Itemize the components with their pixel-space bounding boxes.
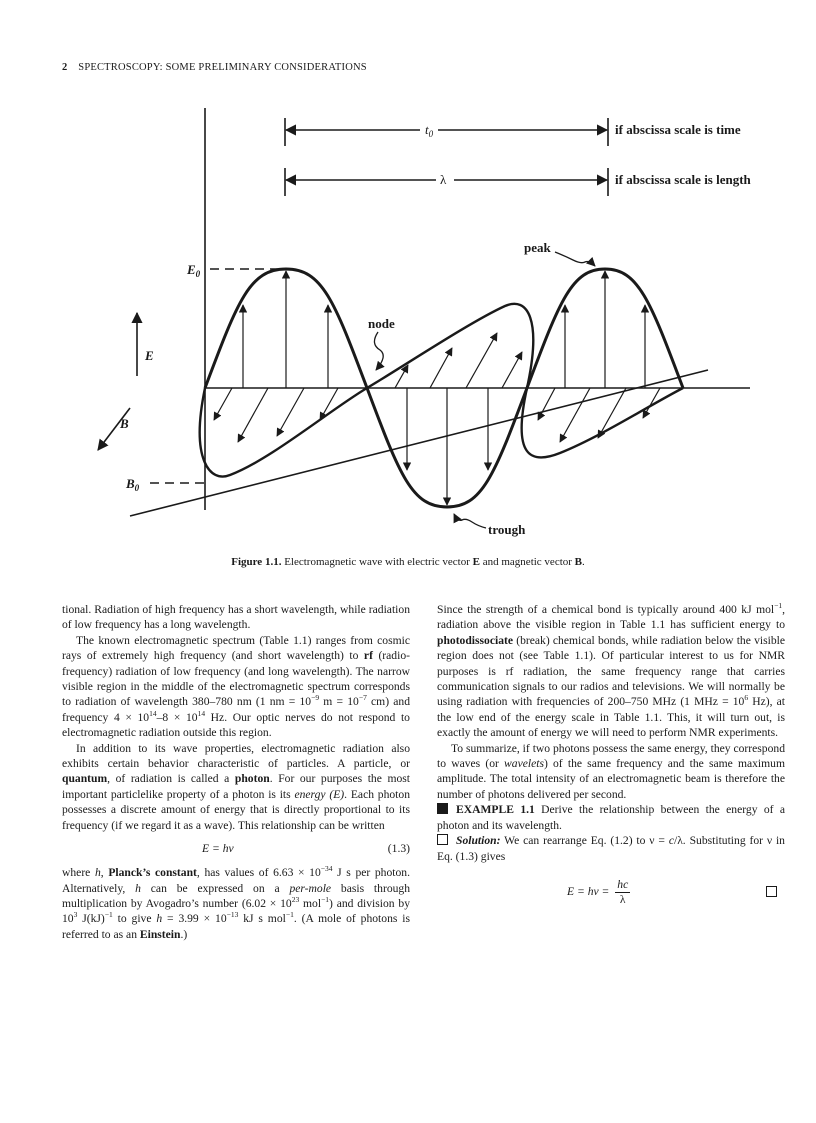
caption-label: Figure 1.1.	[231, 556, 282, 568]
filled-square-icon	[437, 803, 448, 814]
b-arrow	[277, 388, 304, 436]
node-label: node	[368, 316, 395, 331]
right-column	[437, 602, 785, 914]
figure-em-wave	[0, 95, 816, 550]
b-arrow	[598, 388, 626, 438]
paragraph: where h, Planck’s constant, has values of $6.63 \times 10^{-34}$ J s per photon. Alternatively, h can be expressed on a per-mole basis through multiplication by Avogadro’s number ($6.02 \times 10^{23}$ mol$^{-1}$) and division by $10^3$ J(kJ)$^{-1}$ to give $h = 3.99 \times 10^{-13}$ kJ s mol$^{-1}$. (A mole of photons is referred to as an Einstein.)	[62, 864, 411, 941]
left-column	[62, 602, 410, 942]
t0-label: $t_0$	[425, 122, 434, 139]
E-label: E	[145, 348, 154, 363]
note-length: if abscissa scale is length	[615, 172, 751, 187]
equation-number: (1.3)	[387, 842, 410, 856]
b-arrow	[214, 388, 232, 420]
figure-caption: Figure 1.1. Electromagnetic wave with electric vector E and magnetic vector B.	[231, 556, 585, 568]
peak-pointer	[555, 252, 595, 266]
paragraph: In addition to its wave properties, electromagnetic radiation also exhibits certain behavior characteristic of particles. A particle, or quantum, of radiation is called a photon. For our purposes the most important particlelike property of a photon is its energy (E). Each photon possesses a discrete amount of energy that is directly proportional to its frequency (if we regard it as a wave). This relationship can be written	[62, 741, 410, 832]
final-equation: E = hν = $\frac{hc}{\lambda}$	[437, 874, 785, 914]
lambda-label: λ	[440, 172, 447, 187]
trough-label: trough	[488, 522, 526, 537]
open-square-icon	[437, 834, 448, 845]
B-label: B	[120, 416, 129, 431]
note-time: if abscissa scale is time	[615, 122, 741, 137]
solution: Solution: We can rearrange Eq. (1.2) to ν = c/λ. Substituting for ν in Eq. (1.3) gives	[437, 834, 785, 863]
b-arrow	[238, 388, 268, 442]
b-arrow	[320, 388, 338, 420]
magnetic-wave	[200, 304, 683, 477]
qed-square-icon	[766, 886, 777, 897]
E0-label: $E_0$	[187, 262, 201, 279]
perspective-axis	[130, 370, 708, 516]
paragraph: tional. Radiation of high frequency has a short wavelength, while radiation of low frequency has a long wavelength.	[62, 603, 410, 632]
b-arrow	[430, 348, 452, 388]
node-pointer	[374, 332, 383, 370]
b-arrow	[502, 352, 522, 388]
trough-pointer	[454, 514, 486, 528]
peak-label: peak	[524, 240, 551, 255]
page-number: 2	[62, 62, 68, 73]
paragraph: The known electromagnetic spectrum (Table 1.1) ranges from cosmic rays of extremely high frequency (and short wavelength) to rf (radio-frequency) radiation of low frequency (and long wavelength). The narrow visible region in the middle of the electromagnetic spectrum corresponds to radiation of wavelength 380–780 nm (1 nm = $10^{-9}$ $m = 10^{-7}$ cm) and frequency $4 \times 10^{14}-8 \times 10^{14}$ Hz. Our optic nerves do not respond to electromagnetic radiation outside this region.	[62, 633, 410, 740]
b-arrow	[538, 388, 555, 420]
running-title: SPECTROSCOPY: SOME PRELIMINARY CONSIDERATIONS	[78, 62, 367, 73]
example-1-1: EXAMPLE 1.1 Derive the relationship between the energy of a photon and its wavelength.	[437, 803, 785, 832]
paragraph: To summarize, if two photons possess the same energy, they correspond to waves (or wavelets) of the same frequency and the same maximum amplitude. The total intensity of an electromagnetic beam is therefore the number of photons delivered per second.	[437, 741, 785, 801]
B0-label: $B_0$	[126, 476, 140, 493]
running-head	[62, 62, 367, 73]
b-arrow	[466, 333, 497, 388]
b-arrow	[560, 388, 590, 442]
equation-1-3: E = hν (1.3)	[62, 833, 410, 865]
paragraph: Since the strength of a chemical bond is typically around 400 kJ mol$^{-1}$, radiation above the visible region in Table 1.1 has sufficient energy to photodissociate (break) chemical bonds, while radiation below the visible region does not (see Table 1.1). Of particular interest to us for NMR purposes is rf radiation, the same frequency range that carries communication signals to our radios and televisions. We will normally be using radiation with frequencies of 200–750 MHz (1 MHz = $10^6$ Hz), at the low end of the energy scale in Table 1.1. This, it will turn out, is exactly the amount of energy we will need to perform NMR experiments.	[437, 601, 785, 740]
